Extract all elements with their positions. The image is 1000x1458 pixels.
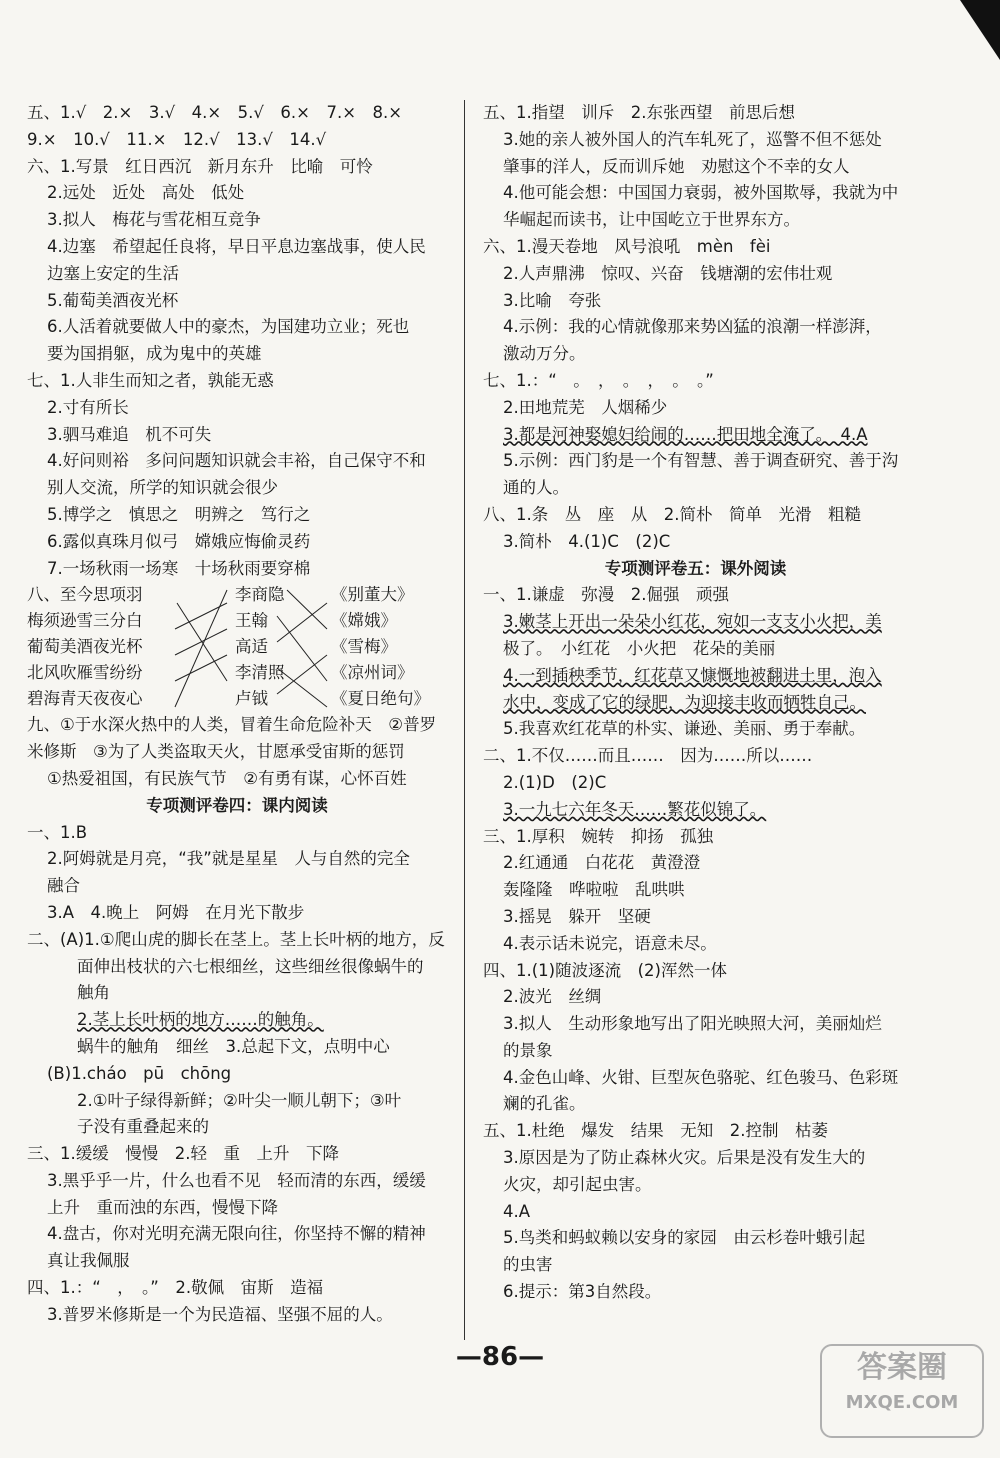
match-line xyxy=(175,590,227,707)
answer-line: 3.黑乎乎一片，什么也看不见 轻而清的东西，缓缓 xyxy=(47,1170,426,1190)
answer-line: 二、1.不仅……而且…… 因为……所以…… xyxy=(483,746,813,766)
right-column xyxy=(483,100,908,1306)
match-author: 卢钺 xyxy=(235,689,268,709)
answer-line: 4.示例：我的心情就像那来势凶猛的浪潮一样澎湃， xyxy=(503,317,882,337)
answer-line: 9.× 10.√ 11.× 12.√ 13.√ 14.√ xyxy=(27,129,327,149)
answer-line: 3.原因是为了防止森林火灾。后果是没有发生大的 xyxy=(503,1148,866,1168)
answer-line: 4.A xyxy=(503,1201,531,1221)
answer-line xyxy=(483,609,908,636)
left-column xyxy=(27,100,447,1329)
answer-line: 2.①叶子绿得新鲜；②叶尖一顺儿朝下；③叶 xyxy=(77,1090,402,1110)
answer-line xyxy=(483,797,908,824)
answer-line: 极了。 小红花 小火把 花朵的美丽 xyxy=(503,638,776,658)
answer-line: 子没有重叠起来的 xyxy=(77,1117,209,1137)
match-poem-line: 梅须逊雪三分白 xyxy=(27,611,143,631)
answer-line: 3.A 4.晚上 阿姆 在月光下散步 xyxy=(47,902,305,922)
answer-line: 要为国捐躯，成为鬼中的英雄 xyxy=(47,344,262,364)
match-title: 《夏日绝句》 xyxy=(331,689,430,709)
answer-line: 6.露似真珠月似弓 嫦娥应悔偷灵药 xyxy=(47,531,311,551)
answer-line: 华崛起而读书，让中国屹立于世界东方。 xyxy=(503,210,800,230)
answer-line: 别人交流，所学的知识就会很少 xyxy=(47,478,278,498)
answer-line: 通的人。 xyxy=(503,478,569,498)
section-title: 专项测评卷四：课内阅读 xyxy=(146,795,328,815)
answer-line: 5.鸟类和蚂蚁赖以安身的家园 由云杉卷叶蛾引起 xyxy=(503,1228,866,1248)
answer-line: 6.提示：第3自然段。 xyxy=(503,1282,662,1302)
answer-line: 2.(1)D (2)C xyxy=(503,772,607,792)
answer-line: 五、1.杜绝 爆发 结果 无知 2.控制 枯萎 xyxy=(483,1121,828,1141)
underlined-text: 水中，变成了它的绿肥，为迎接丰收而牺牲自己。 xyxy=(503,692,866,712)
answer-line: 七、1.：“ 。 ， 。 ， 。 。” xyxy=(483,370,714,390)
answer-line: 2.阿姆就是月亮，“我”就是星星 人与自然的完全 xyxy=(47,849,410,869)
watermark-logo xyxy=(820,1344,984,1438)
answer-line: (B)1.cháo pū chōng xyxy=(47,1063,232,1083)
answer-line: 2.红通通 白花花 黄澄澄 xyxy=(503,853,701,873)
answer-line: 2.田地荒芜 人烟稀少 xyxy=(503,397,668,417)
answer-line: 2.远处 近处 高处 低处 xyxy=(47,183,245,203)
answer-line: 七、1.人非生而知之者，孰能无惑 xyxy=(27,370,274,390)
answer-line: 3.普罗米修斯是一个为民造福、坚强不屈的人。 xyxy=(47,1304,393,1324)
answer-line: 肇事的洋人，反而训斥她 劝慰这个不幸的女人 xyxy=(503,156,850,176)
answer-line xyxy=(483,690,908,717)
answer-line: 4.好问则裕 多问问题知识就会丰裕，自己保守不和 xyxy=(47,451,426,471)
answer-line: 4.盘古，你对光明充满无限向往，你坚持不懈的精神 xyxy=(47,1224,426,1244)
answer-line: 4.金色山峰、火钳、巨型灰色骆驼、红色骏马、色彩斑 xyxy=(503,1067,899,1087)
answer-line: 真让我佩服 xyxy=(47,1251,130,1271)
answer-line: 的虫害 xyxy=(503,1255,553,1275)
underlined-text: 3.嫩茎上开出一朵朵小红花，宛如一支支小火把，美 xyxy=(503,612,882,632)
answer-line: 3.驷马难追 机不可失 xyxy=(47,424,212,444)
answer-line: 2.寸有所长 xyxy=(47,397,129,417)
answer-line: 三、1.厚积 婉转 抑扬 孤独 xyxy=(483,826,714,846)
answer-line: 6.人活着就要做人中的豪杰，为国建功立业；死也 xyxy=(47,317,410,337)
answer-line: 3.拟人 梅花与雪花相互竞争 xyxy=(47,210,261,230)
answer-line: 5.我喜欢红花草的朴实、谦逊、美丽、勇于奉献。 xyxy=(503,719,866,739)
answer-line: 三、1.缓缓 慢慢 2.轻 重 上升 下降 xyxy=(27,1144,339,1164)
match-line xyxy=(277,603,327,642)
answer-line: 4.边塞 希望起任良将，早日平息边塞战事，使人民 xyxy=(47,236,426,256)
answer-line: 3.拟人 生动形象地写出了阳光映照大河，美丽灿烂 xyxy=(503,1014,882,1034)
answer-line: 斓的孔雀。 xyxy=(503,1094,586,1114)
match-author: 李清照 xyxy=(235,663,285,683)
answer-line: 轰隆隆 哗啦啦 乱哄哄 xyxy=(503,880,685,900)
answer-line: 4.他可能会想：中国国力衰弱，被外国欺辱，我就为中 xyxy=(503,183,899,203)
corner-mark xyxy=(960,0,1000,60)
answer-line: 六、1.写景 红日西沉 新月东升 比喻 可怜 xyxy=(27,156,373,176)
match-title: 《嫦娥》 xyxy=(331,611,397,631)
answer-line: 5.示例：西门豹是一个有智慧、善于调查研究、善于沟 xyxy=(503,451,899,471)
answer-line: 蜗牛的触角 细丝 3.总起下文，点明中心 xyxy=(77,1036,390,1056)
watermark-title: 答案圈 xyxy=(857,1350,947,1385)
page-number: —86— xyxy=(455,1342,545,1372)
underlined-text: 4.一到插秧季节，红花草又慷慨地被翻进土里，泡入 xyxy=(503,665,882,685)
match-title: 《凉州词》 xyxy=(331,663,414,683)
answer-line: 上升 重而浊的东西，慢慢下降 xyxy=(47,1197,278,1217)
answer-line: 4.表示话未说完，语意未尽。 xyxy=(503,933,717,953)
answer-line: 五、1.指望 训斥 2.东张西望 前思后想 xyxy=(483,103,795,122)
answer-line: 5.博学之 慎思之 明辨之 笃行之 xyxy=(47,504,311,524)
match-author: 李商隐 xyxy=(235,585,285,605)
answer-line: 触角 xyxy=(77,983,110,1003)
match-title: 《雪梅》 xyxy=(331,637,397,657)
match-poem-line: 北风吹雁雪纷纷 xyxy=(27,663,143,683)
answer-line: 激动万分。 xyxy=(503,344,586,364)
match-line xyxy=(175,629,227,655)
match-author: 高适 xyxy=(235,637,268,657)
answer-line: 一、1.B xyxy=(27,822,88,842)
answer-line xyxy=(483,663,908,690)
section-title: 专项测评卷五：课外阅读 xyxy=(604,558,787,578)
answer-line: 3.简朴 4.(1)C (2)C xyxy=(503,531,671,551)
answer-line: 边塞上安定的生活 xyxy=(47,263,179,283)
match-lead-text: 八、至今思项羽 xyxy=(27,585,143,605)
answer-line: 2.人声鼎沸 惊叹、兴奋 钱塘潮的宏伟壮观 xyxy=(503,263,833,283)
answer-line: 一、1.谦虚 弥漫 2.倔强 顽强 xyxy=(483,585,729,605)
watermark-url: MXQE.COM xyxy=(845,1392,959,1413)
answer-line: 四、1.：“ ， 。” 2.敬佩 宙斯 造福 xyxy=(27,1278,324,1298)
answer-line: 7.一场秋雨一场寒 十场秋雨要穿棉 xyxy=(47,558,311,578)
answer-line xyxy=(27,1007,447,1034)
match-line xyxy=(287,590,327,629)
match-poem-line: 碧海青天夜夜心 xyxy=(27,689,143,709)
match-title: 《别董大》 xyxy=(331,585,414,605)
underlined-text: 2.茎上长叶柄的地方……的触角。 xyxy=(77,1010,324,1030)
matching-diagram xyxy=(27,582,447,712)
answer-line: 六、1.漫天卷地 风号浪吼 mèn fèi xyxy=(483,236,771,256)
answer-line: 5.葡萄美酒夜光杯 xyxy=(47,290,179,310)
answer-line: 五、1.√ 2.× 3.√ 4.× 5.√ 6.× 7.× 8.× xyxy=(27,103,403,122)
answer-line: 融合 xyxy=(47,876,80,896)
column-divider xyxy=(464,100,465,1340)
answer-line: 八、1.条 丛 座 从 2.简朴 简单 光滑 粗糙 xyxy=(483,504,861,524)
answer-line: ①热爱祖国，有民族气节 ②有勇有谋，心怀百姓 xyxy=(47,768,407,788)
match-author: 王翰 xyxy=(235,611,268,631)
answer-line: 火灾，却引起虫害。 xyxy=(503,1174,652,1194)
answer-line: 二、(A)1.①爬山虎的脚长在茎上。茎上长叶柄的地方，反 xyxy=(27,929,445,949)
answer-line: 的景象 xyxy=(503,1040,553,1060)
answer-line: 米修斯 ③为了人类盗取天火，甘愿承受宙斯的惩罚 xyxy=(27,742,405,762)
answer-line: 3.比喻 夸张 xyxy=(503,290,602,310)
answer-line: 3.摇晃 躲开 坚硬 xyxy=(503,906,651,926)
answer-line: 面伸出枝状的六七根细丝，这些细丝很像蜗牛的 xyxy=(77,956,424,976)
answer-line: 九、①于水深火热中的人类，冒着生命危险补天 ②普罗 xyxy=(27,715,437,735)
answer-line: 四、1.(1)随波逐流 (2)浑然一体 xyxy=(483,960,727,980)
answer-line xyxy=(483,422,908,449)
underlined-text: 3.一九七六年冬天……繁花似锦了。 xyxy=(503,799,767,819)
underlined-text: 3.都是河神娶媳妇给闹的……把田地全淹了。 4.A xyxy=(503,424,868,444)
answer-line: 3.她的亲人被外国人的汽车轧死了，巡警不但不惩处 xyxy=(503,129,882,149)
answer-line: 2.波光 丝绸 xyxy=(503,987,602,1007)
match-poem-line: 葡萄美酒夜光杯 xyxy=(27,637,143,657)
